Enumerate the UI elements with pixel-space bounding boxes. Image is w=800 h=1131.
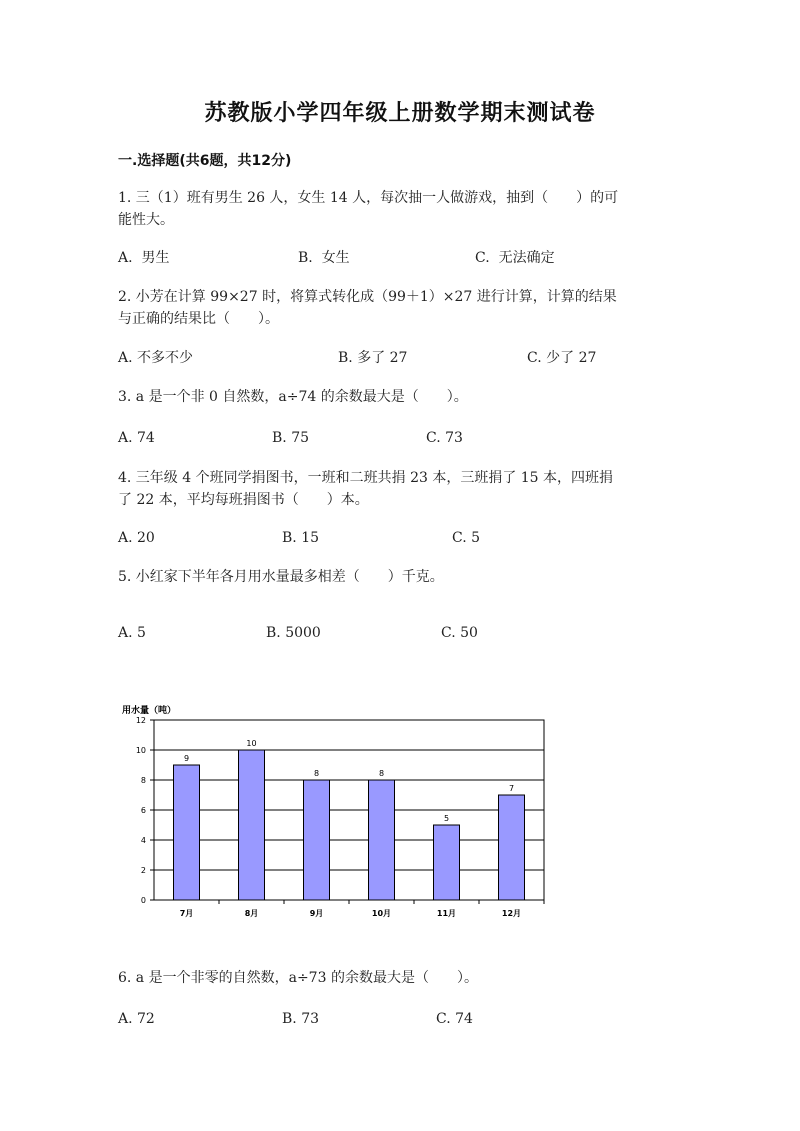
q1-option-c: C. 无法确定: [475, 250, 555, 266]
chart-data-label: 10: [246, 739, 257, 748]
q5-option-b: B. 5000: [266, 625, 321, 641]
chart-bar: [239, 750, 265, 900]
question-5-line-1: 5. 小红家下半年各月用水量最多相差（ ）千克。: [118, 569, 444, 585]
chart-data-label: 9: [183, 754, 190, 763]
chart-svg: [118, 700, 558, 930]
chart-data-label: 8: [313, 769, 320, 778]
question-4-line-1: 4. 三年级 4 个班同学捐图书，一班和二班共捐 23 本，三班捐了 15 本，四班捐: [118, 470, 614, 486]
question-2-line-2: 与正确的结果比（ ）。: [118, 311, 279, 327]
question-5: [118, 566, 678, 588]
chart-y-tick-label: 4: [140, 836, 146, 845]
chart-x-tick-label: 8月: [244, 909, 259, 918]
chart-x-tick-label: 10月: [371, 909, 392, 918]
chart-x-tick-label: 9月: [309, 909, 324, 918]
q4-option-c: C. 5: [452, 530, 481, 546]
q1-option-a: A. 男生: [118, 250, 170, 266]
q3-option-b: B. 75: [272, 430, 310, 446]
chart-x-tick-label: 11月: [436, 909, 457, 918]
q6-option-c: C. 74: [436, 1011, 473, 1027]
chart-data-label: 8: [378, 769, 385, 778]
q6-option-b: B. 73: [282, 1011, 320, 1027]
chart-y-tick-label: 12: [135, 716, 146, 725]
q3-option-c: C. 73: [426, 430, 463, 446]
question-4-line-2: 了 22 本，平均每班捐图书（ ）本。: [118, 492, 369, 508]
chart-x-tick-label: 12月: [501, 909, 522, 918]
q4-option-a: A. 20: [118, 530, 155, 546]
q2-option-a: A. 不多不少: [118, 350, 194, 366]
chart-data-label: 5: [443, 814, 450, 823]
question-2-line-1: 2. 小芳在计算 99×27 时，将算式转化成（99＋1）×27 进行计算，计算的结果: [118, 289, 617, 305]
question-2: [118, 286, 678, 330]
question-1-line-2: 能性大。: [118, 212, 174, 228]
chart-y-tick-label: 10: [135, 746, 146, 755]
page-title: 苏教版小学四年级上册数学期末测试卷: [204, 101, 596, 126]
chart-bar: [304, 780, 330, 900]
q2-option-c: C. 少了 27: [527, 350, 597, 366]
question-3-line-1: 3. a 是一个非 0 自然数，a÷74 的余数最大是（ ）。: [118, 389, 468, 405]
chart-bar: [434, 825, 460, 900]
question-3: [118, 386, 678, 408]
chart-bar: [369, 780, 395, 900]
chart-bar: [499, 795, 525, 900]
chart-y-tick-label: 8: [140, 776, 146, 785]
q3-option-a: A. 74: [118, 430, 155, 446]
question-1-line-1: 1. 三（1）班有男生 26 人，女生 14 人，每次抽一人做游戏，抽到（ ）的可: [118, 190, 619, 206]
chart-y-tick-label: 0: [140, 896, 146, 905]
chart-y-tick-label: 6: [140, 806, 146, 815]
q6-option-a: A. 72: [118, 1011, 155, 1027]
chart-x-tick-label: 7月: [179, 909, 194, 918]
q1-option-b: B. 女生: [298, 250, 350, 266]
chart-data-label: 7: [508, 784, 515, 793]
question-1: [118, 187, 678, 231]
q4-option-b: B. 15: [282, 530, 320, 546]
chart-y-tick-label: 2: [140, 866, 146, 875]
question-6-line-1: 6. a 是一个非零的自然数，a÷73 的余数最大是（ ）。: [118, 970, 478, 986]
q2-option-b: B. 多了 27: [338, 350, 408, 366]
chart-bar: [174, 765, 200, 900]
q5-option-c: C. 50: [441, 625, 478, 641]
section-heading: 一.选择题(共6题，共12分): [118, 153, 292, 169]
chart-y-axis-label: 用水量（吨）: [122, 706, 177, 716]
question-4: [118, 467, 678, 511]
q5-option-a: A. 5: [118, 625, 146, 641]
question-6: [118, 967, 678, 989]
water-usage-chart: [118, 700, 558, 930]
